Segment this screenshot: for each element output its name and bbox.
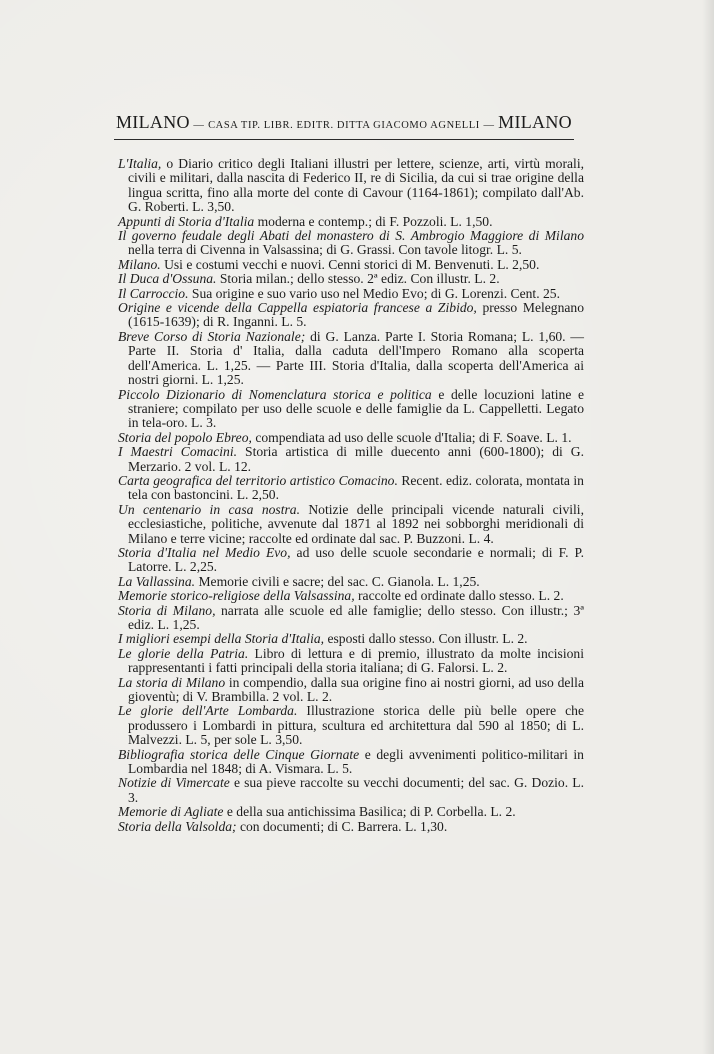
entry-text: presso Melegnano (1615-1639); di R. Inganni. L. 5. [128,300,585,330]
entry-text: Storia milan.; dello stesso. 2ª ediz. Con illustr. L. 2. [216,271,500,287]
running-head-city-right: MILANO [498,112,572,132]
catalogue-entry [118,820,584,834]
entry-text: ad uso delle scuole secondarie e normali; di F. P. Latorre. L. 2,25. [128,544,584,575]
entry-title: Storia di Milano, [118,602,216,618]
catalogue-entry [118,546,584,575]
running-head-city-left: MILANO [116,112,190,132]
catalogue-entry [118,748,584,777]
entry-title: La storia di Milano [118,674,226,690]
entry-text: o Diario critico degli Italiani illustri per lettere, scienze, arti, virtù morali, civili e militari, dalla nascita di Federico II, re di Sicilia, da cui si trae origine della lingua scritta, fino alla morte del conte di Cavour (1164-1861); compilato dall'Ab. G. Roberti. L. 3,50. [128,156,584,215]
catalogue-entry [118,604,584,633]
entry-text: e della sua antichissima Basilica; di P. Corbella. L. 2. [223,804,516,820]
entry-text: esposti dallo stesso. Con illustr. L. 2. [324,631,528,647]
catalogue-entry [118,632,584,646]
entry-text: Recent. ediz. colorata, montata in tela con bastoncini. L. 2,50. [128,472,584,503]
entry-text: nella terra di Civenna in Valsassina; di G. Grassi. Con tavole litogr. L. 5. [128,242,522,258]
entry-text: narrata alle scuole ed alle famiglie; dello stesso. Con illustr.; 3ª ediz. L. 1,25. [128,602,584,632]
entry-title: Il Duca d'Ossuna. [118,271,217,287]
catalogue-entry [118,388,584,431]
running-head [116,112,572,138]
entry-title: Breve Corso di Storia Nazionale; [118,328,306,344]
entry-title: Origine e vicende della Cappella espiatoria francese a Zibido, [118,300,477,316]
catalogue-entry [118,647,584,676]
running-head-publisher: CASA TIP. LIBR. EDITR. DITTA GIACOMO AGNELLI [208,120,480,131]
entry-title: Appunti di Storia d'Italia [118,213,255,229]
entry-text: Notizie delle principali vicende naturali civili, ecclesiastiche, politiche, avvenute dal 1871 al 1892 nei sobborghi meridionali di Milano e terre vicine; raccolte ed ordinate dal sac. P. Buzzoni. L. 4. [128,501,584,546]
catalogue-entry [118,474,584,503]
running-head-dash-left: — [193,120,205,131]
entry-text: Sua origine e suo vario uso nel Medio Evo; di G. Lorenzi. Cent. 25. [188,285,560,301]
page-edge-shadow [702,0,714,1054]
entry-title: I Maestri Comacini. [118,444,238,460]
entry-title: Notizie di Vimercate [118,775,230,791]
entry-title: Un centenario in casa nostra. [118,501,300,517]
catalogue-entry [118,272,584,286]
entry-title: Storia del popolo Ebreo, [118,429,252,445]
entry-text: Storia artistica di mille duecento anni (600-1800); di G. Merzario. 2 vol. L. 12. [128,444,584,474]
entry-title: Il Carroccio. [118,285,189,301]
entry-title: Carta geografica del territorio artistico Comacino. [118,472,398,488]
entry-text: in compendio, dalla sua origine fino ai nostri giorni, ad uso della gioventù; di V. Brambilla. 2 vol. L. 2. [128,674,584,705]
catalogue-entry [118,258,584,272]
entry-title: Le glorie dell'Arte Lombarda. [118,703,298,719]
catalogue-entry [118,805,584,819]
entry-title: L'Italia, [118,156,162,171]
catalogue-entry [118,776,584,805]
entry-title: La Vallassina. [118,573,196,589]
entry-text: moderna e contemp.; di F. Pozzoli. L. 1,50. [254,213,493,229]
entry-title: Piccolo Dizionario di Nomenclatura storica e politica [118,386,432,402]
catalogue-entry [118,431,584,445]
header-rule [114,139,574,140]
catalogue-entry [118,229,584,258]
entry-title: Bibliografia storica delle Cinque Giornate [118,746,360,762]
catalogue-entry [118,301,584,330]
catalogue-entry [118,676,584,705]
catalogue-entry [118,287,584,301]
catalogue-entry [118,503,584,546]
entry-title: Memorie storico-religiose della Valsassina, [118,588,355,604]
entry-text: raccolte ed ordinate dallo stesso. L. 2. [354,588,564,604]
catalogue-entry [118,704,584,747]
catalogue-list [118,157,584,834]
entry-title: Storia della Valsolda; [118,818,237,834]
running-head-dash-right: — [483,120,495,131]
entry-title: Memorie di Agliate [118,804,224,820]
catalogue-entry [118,157,584,215]
entry-text: Illustrazione storica delle più belle opere che produssero i Lombardi in pittura, scultura ed architettura dal 590 al 1850; di L. Malvezzi. L. 5, per sole L. 3,50. [128,703,584,748]
entry-title: Il governo feudale degli Abati del monastero di S. Ambrogio Maggiore di Milano [118,228,584,244]
entry-text: di G. Lanza. Parte I. Storia Romana; L. 1,60. — Parte II. Storia d' Italia, dalla caduta dell'Impero Romano alla scoperta dell'America. L. 1,25. — Parte III. Storia d'Italia, dalla scoperta dell'America ai nostri giorni. L. 1,25. [128,328,584,388]
catalogue-entry [118,445,584,474]
entry-text: Libro di lettura e di premio, illustrato da molte incisioni rappresentanti i fatti principali della storia italiana; di G. Falorsi. L. 2. [128,645,584,676]
entry-text: con documenti; di C. Barrera. L. 1,30. [236,818,448,834]
entry-title: Le glorie della Patria. [118,645,249,661]
entry-title: Storia d'Italia nel Medio Evo, [118,544,291,560]
entry-text: e sua pieve raccolte su vecchi documenti; del sac. G. Dozio. L. 3. [128,775,584,805]
catalogue-entry [118,330,584,388]
entry-text: Memorie civili e sacre; del sac. C. Gianola. L. 1,25. [195,573,480,589]
entry-text: compendiata ad uso delle scuole d'Italia; di F. Soave. L. 1. [251,429,572,445]
entry-text: Usi e costumi vecchi e nuovi. Cenni storici di M. Benvenuti. L. 2,50. [160,256,540,272]
entry-text: e delle locuzioni latine e straniere; compilato per uso delle scuole e delle famiglie da L. Cappelletti. Legato in tela-oro. L. 3. [128,386,584,431]
catalogue-entry [118,575,584,589]
catalogue-entry [118,589,584,603]
catalogue-entry [118,215,584,229]
entry-title: Milano. [118,256,161,272]
entry-text: e degli avvenimenti politico-militari in Lombardia nel 1848; di A. Vismara. L. 5. [128,746,584,777]
entry-title: I migliori esempi della Storia d'Italia, [118,631,325,647]
